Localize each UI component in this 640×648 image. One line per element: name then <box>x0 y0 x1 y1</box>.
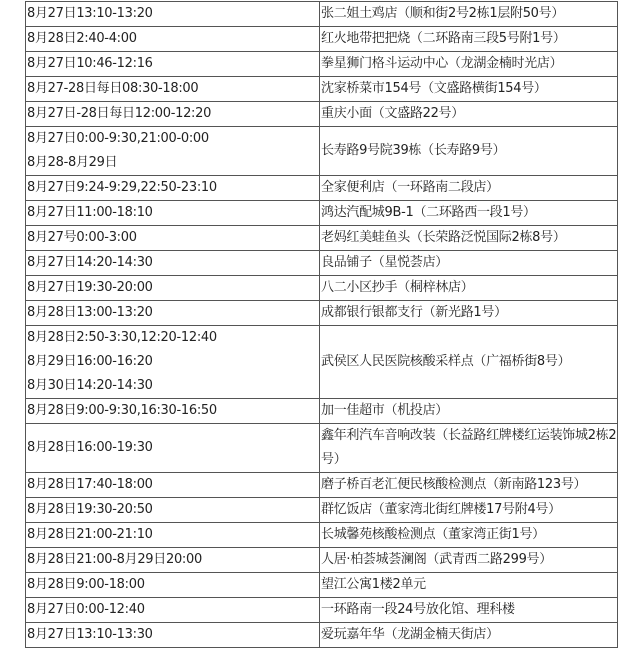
time-text: 8月28-8月29日 <box>27 155 118 170</box>
place-cell: 重庆小面（文盛路22号） <box>320 102 618 127</box>
time-cell <box>26 399 320 424</box>
time-cell <box>26 251 320 276</box>
table-row <box>26 598 618 623</box>
time-text: 8月27日13:10-13:20 <box>27 6 153 21</box>
time-text: 8月28日9:00-18:00 <box>27 577 145 592</box>
time-text: 8月27日14:20-14:30 <box>27 255 153 270</box>
place-cell: 群忆饭店（董家湾北街红牌楼17号附4号） <box>320 498 618 523</box>
place-cell: 八二小区抄手（桐梓林店） <box>320 276 618 301</box>
time-cell <box>26 573 320 598</box>
table-row <box>26 301 618 326</box>
place-cell: 望江公寓1楼2单元 <box>320 573 618 598</box>
time-cell <box>26 201 320 226</box>
place-cell: 加一佳超市（机投店） <box>320 399 618 424</box>
place-cell: 鸿达汽配城9B-1（二环路西一段1号） <box>320 201 618 226</box>
table-row <box>26 226 618 251</box>
time-cell <box>26 301 320 326</box>
time-text: 8月28日2:40-4:00 <box>27 31 137 46</box>
place-cell: 张二姐土鸡店（顺和街2号2栋1层附50号） <box>320 2 618 27</box>
time-text: 8月27-28日每日08:30-18:00 <box>27 81 199 96</box>
place-cell: 沈家桥菜市154号（文盛路横街154号） <box>320 77 618 102</box>
place-cell: 长寿路9号院39栋（长寿路9号） <box>320 127 618 176</box>
time-text: 8月27日11:00-18:10 <box>27 205 153 220</box>
exposure-locations-table <box>25 1 618 648</box>
table-row <box>26 77 618 102</box>
time-text: 8月28日13:00-13:20 <box>27 305 153 320</box>
time-cell <box>26 2 320 27</box>
table-row <box>26 623 618 648</box>
time-cell <box>26 77 320 102</box>
place-cell: 老妈红美蛙鱼头（长荣路泛悦国际2栋8号） <box>320 226 618 251</box>
time-text: 8月28日17:40-18:00 <box>27 477 153 492</box>
time-text: 8月27日9:24-9:29,22:50-23:10 <box>27 180 217 195</box>
time-text: 8月28日21:00-21:10 <box>27 527 153 542</box>
place-cell: 全家便利店（一环路南二段店） <box>320 176 618 201</box>
table-row <box>26 52 618 77</box>
table-row <box>26 548 618 573</box>
time-cell <box>26 424 320 473</box>
time-text: 8月28日16:00-19:30 <box>27 440 153 455</box>
time-cell <box>26 226 320 251</box>
time-text: 8月29日16:00-16:20 <box>27 354 153 369</box>
time-cell <box>26 52 320 77</box>
table-row <box>26 573 618 598</box>
table-row <box>26 176 618 201</box>
place-cell: 长城馨苑核酸检测点（董家湾正街1号） <box>320 523 618 548</box>
table-row <box>26 399 618 424</box>
table-row <box>26 251 618 276</box>
time-cell <box>26 473 320 498</box>
time-text: 8月27日13:10-13:30 <box>27 627 153 642</box>
time-text: 8月27号0:00-3:00 <box>27 230 137 245</box>
time-cell <box>26 326 320 399</box>
time-cell <box>26 623 320 648</box>
time-cell <box>26 548 320 573</box>
time-cell <box>26 127 320 176</box>
time-text: 8月27日-28日每日12:00-12:20 <box>27 106 212 121</box>
time-cell <box>26 523 320 548</box>
time-cell <box>26 598 320 623</box>
table-row <box>26 102 618 127</box>
time-cell <box>26 27 320 52</box>
time-text: 8月28日2:50-3:30,12:20-12:40 <box>27 330 217 345</box>
place-cell: 人居·柏荟城荟澜阁（武青西二路299号） <box>320 548 618 573</box>
time-text: 8月27日0:00-12:40 <box>27 602 145 617</box>
place-cell: 鑫年利汽车音响改装（长益路红牌楼红运装饰城2栋2号） <box>320 424 618 473</box>
table-row <box>26 276 618 301</box>
time-text: 8月30日14:20-14:30 <box>27 378 153 393</box>
time-text: 8月27日10:46-12:16 <box>27 56 153 71</box>
place-cell: 磨子桥百老汇便民核酸检测点（新南路123号） <box>320 473 618 498</box>
time-text: 8月28日21:00-8月29日20:00 <box>27 552 202 567</box>
time-cell <box>26 102 320 127</box>
time-cell <box>26 176 320 201</box>
time-text: 8月27日0:00-9:30,21:00-0:00 <box>27 131 209 146</box>
table-row <box>26 473 618 498</box>
place-cell: 武侯区人民医院核酸采样点（广福桥街8号） <box>320 326 618 399</box>
place-cell: 良品铺子（星悦荟店） <box>320 251 618 276</box>
time-cell <box>26 276 320 301</box>
table-row <box>26 498 618 523</box>
table-row <box>26 127 618 176</box>
time-text: 8月27日19:30-20:00 <box>27 280 153 295</box>
place-cell: 一环路南一段24号放化馆、理科楼 <box>320 598 618 623</box>
place-cell: 红火地带把把烧（二环路南三段5号附1号） <box>320 27 618 52</box>
table-row <box>26 27 618 52</box>
place-cell: 拳星狮门格斗运动中心（龙湖金楠时光店） <box>320 52 618 77</box>
time-text: 8月28日19:30-20:50 <box>27 502 153 517</box>
time-cell <box>26 498 320 523</box>
time-text: 8月28日9:00-9:30,16:30-16:50 <box>27 403 217 418</box>
table-row <box>26 424 618 473</box>
place-cell: 成都银行银都支行（新光路1号） <box>320 301 618 326</box>
table-row <box>26 326 618 399</box>
table-row <box>26 523 618 548</box>
table-row <box>26 2 618 27</box>
place-cell: 爱玩嘉年华（龙湖金楠天街店） <box>320 623 618 648</box>
table-row <box>26 201 618 226</box>
